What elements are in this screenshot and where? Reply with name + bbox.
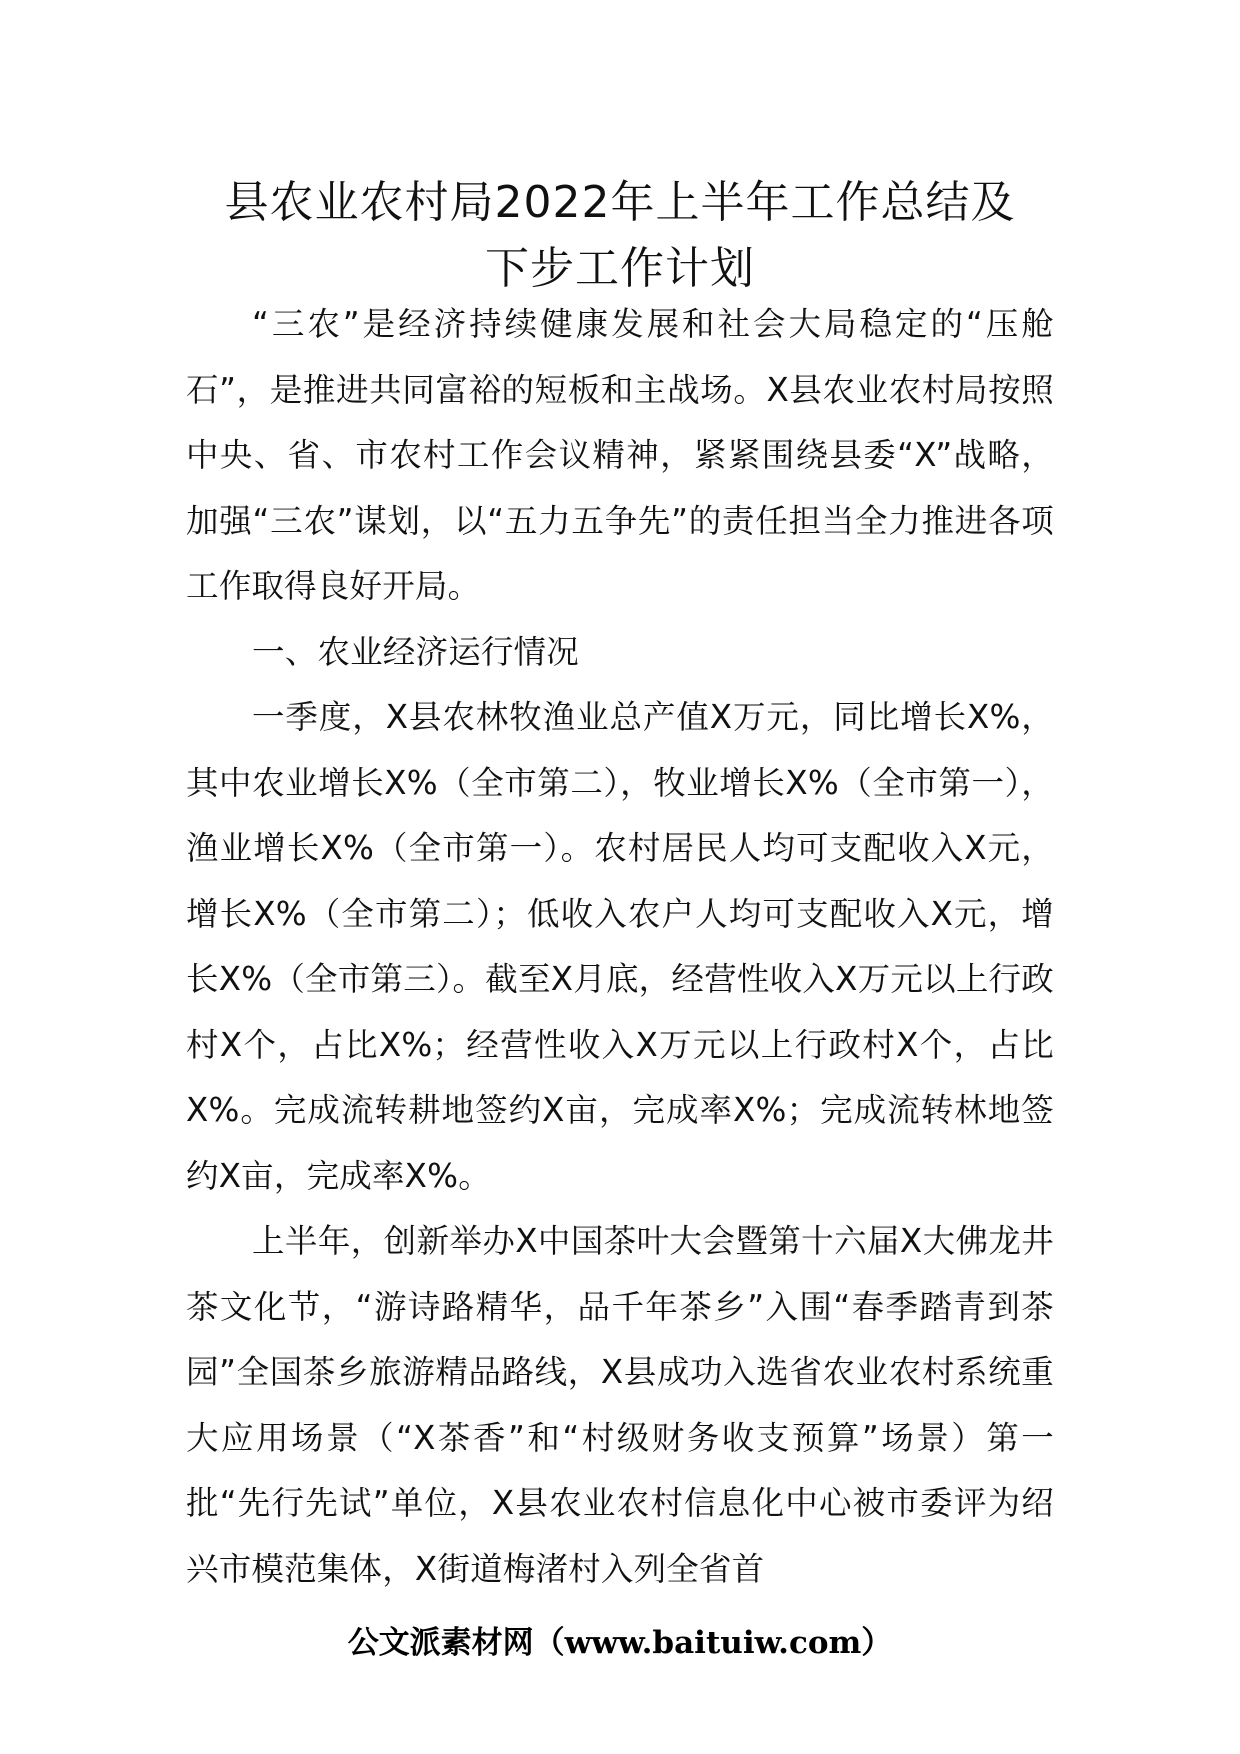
first-half-paragraph: 上半年，创新举办X中国茶叶大会暨第十六届X大佛龙井茶文化节，“游诗路精华，品千年茶乡”入围“春季踏青到茶园”全国茶乡旅游精品路线，X县成功入选省农业农村系统重大应用场景（“X茶香”和“村级财务收支预算”场景）第一批“先行先试”单位，X县农业农村信息化中心被市委评为绍兴市模范集体，X街道梅渚村入列全省首	[186, 1222, 1054, 1588]
economy-paragraph: 一季度，X县农林牧渔业总产值X万元，同比增长X%，其中农业增长X%（全市第二），牧业增长X%（全市第一），渔业增长X%（全市第一）。农村居民人均可支配收入X元，增长X%（全市第二）；低收入农户人均可支配收入X元，增长X%（全市第三）。截至X月底，经营性收入X万元以上行政村X个，占比X%；经营性收入X万元以上行政村X个，占比X%。完成流转耕地签约X亩，完成率X%；完成流转林地签约X亩，完成率X%。	[186, 698, 1054, 1195]
document-body	[186, 292, 1054, 1602]
document-title	[150, 170, 1090, 302]
footer-watermark: 公文派素材网（www.baituiw.com）	[347, 1625, 893, 1661]
intro-paragraph: “三农”是经济持续健康发展和社会大局稳定的“压舱石”，是推进共同富裕的短板和主战场。X县农业农村局按照中央、省、市农村工作会议精神，紧紧围绕县委“X”战略，加强“三农”谋划，以“五力五争先”的责任担当全力推进各项工作取得良好开局。	[186, 305, 1054, 605]
title-line-1: 县农业农村局2022年上半年工作总结及	[224, 177, 1016, 228]
section-heading: 一、农业经济运行情况	[252, 632, 580, 671]
title-line-2: 下步工作计划	[485, 243, 755, 294]
